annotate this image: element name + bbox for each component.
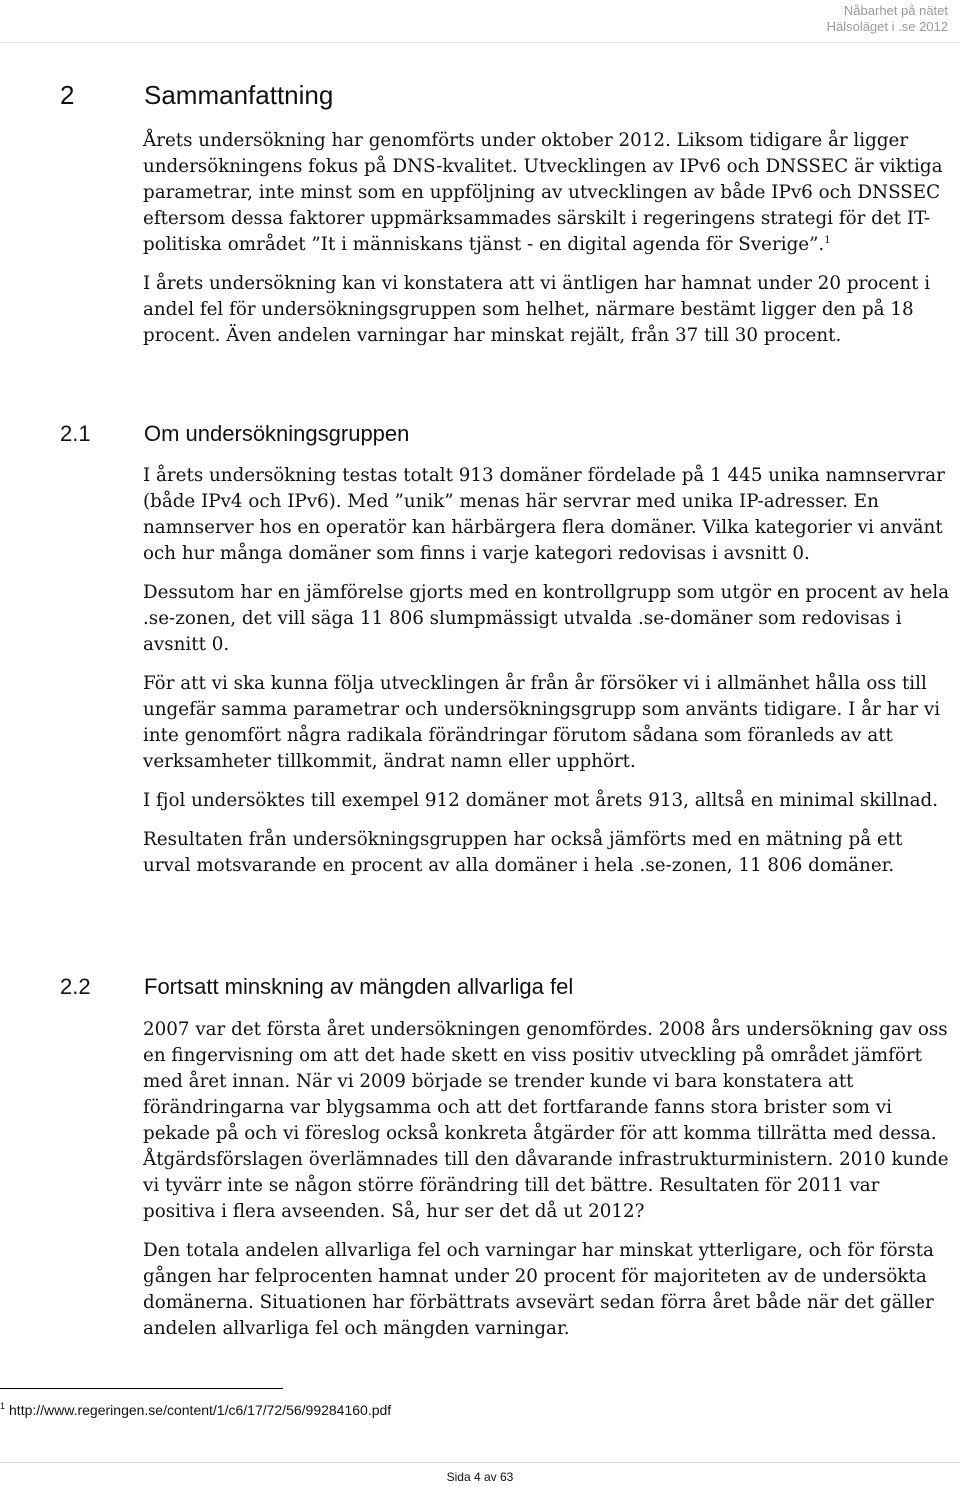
paragraph: Den totala andelen allvarliga fel och varningar har minskat ytterligare, och för första gången har felprocenten hamnat under 20 procent för majoriteten av de undersökta domänerna. Situationen har förbättrats avsevärt sedan förra året både när det gäller andelen allvarliga fel och mängden varningar.	[143, 1240, 934, 1339]
footnote-separator	[0, 1388, 283, 1389]
paragraph: Resultaten från undersökningsgruppen har också jämförts med en mätning på ett urval motsvarande en procent av alla domäner i hela .se-zonen, 11 806 domäner.	[143, 829, 903, 876]
section-number: 2	[60, 80, 75, 110]
section-2-1-body	[143, 463, 955, 892]
paragraph: Årets undersökning har genomförts under oktober 2012. Liksom tidigare år ligger undersökningens fokus på DNS-kvalitet. Utvecklingen av IPv6 och DNSSEC är viktiga parametrar, inte minst som en uppföljning av utvecklingen av både IPv6 och DNSSEC eftersom dessa faktorer uppmärksammades särskilt i regeringens strategi för det IT-politiska området ”It i människans tjänst - en digital agenda för Sverige”.$^1$	[143, 130, 943, 255]
footnote-reference[interactable]: 1	[824, 234, 831, 246]
section-number: 2.1	[60, 421, 91, 446]
section-title: Sammanfattning	[144, 80, 334, 110]
summary-body	[143, 128, 955, 362]
footnote-number: 1	[0, 1401, 6, 1412]
header-report-subtitle: Hälsoläget i .se 2012	[826, 19, 948, 34]
running-header	[827, 3, 948, 35]
paragraph: Dessutom har en jämförelse gjorts med en kontrollgrupp som utgör en procent av hela .se-zonen, det vill säga 11 806 slumpmässigt utvalda .se-domäner som redovisas i avsnitt 0.	[143, 582, 950, 655]
header-report-title: Nåbarhet på nätet	[843, 3, 948, 18]
section-heading-2-2	[60, 974, 573, 1000]
paragraph: I årets undersökning kan vi konstatera att vi äntligen har hamnat under 20 procent i andel fel för undersökningsgruppen som helhet, närmare bestämt ligger den på 18 procent. Även andelen varningar har minskat rejält, från 37 till 30 procent.	[143, 273, 931, 346]
section-2-2-body	[143, 1017, 955, 1355]
section-number: 2.2	[60, 974, 91, 999]
section-heading-2	[60, 80, 333, 111]
paragraph: 2007 var det första året undersökningen genomfördes. 2008 års undersökning gav oss en fingervisning om att det hade skett en viss positiv utveckling på området jämfört med året innan. När vi 2009 började se trender kunde vi bara konstatera att förändringarna var blygsamma och att det fortfarande fanns stora brister som vi pekade på och vi föreslog också konkreta åtgärder för att komma tillrätta med dessa. Åtgärdsförslagen överlämnades till den dåvarande infrastrukturministern. 2010 kunde vi tyvärr inte se någon större förändring till det bättre. Resultaten för 2011 var positiva i flera avseenden. Så, hur ser det då ut 2012?	[143, 1019, 949, 1222]
section-heading-2-1	[60, 421, 409, 447]
paragraph: För att vi ska kunna följa utvecklingen år från år försöker vi i allmänhet hålla oss till ungefär samma parametrar och undersökningsgrupp som använts tidigare. I år har vi inte genomfört några radikala förändringar förutom sådana som föranleds av att verksamheter tillkommit, ändrat namn eller upphört.	[143, 673, 941, 772]
section-title: Fortsatt minskning av mängden allvarliga fel	[144, 974, 574, 999]
paragraph: I fjol undersöktes till exempel 912 domäner mot årets 913, alltså en minimal skillnad.	[143, 790, 939, 811]
footnote	[0, 1402, 391, 1418]
footnote-link[interactable]: http://www.regeringen.se/content/1/c6/17/72/56/99284160.pdf	[9, 1402, 392, 1418]
header-rule	[0, 42, 960, 43]
footer-rule	[0, 1462, 960, 1463]
page-indicator: Sida 4 av 63	[446, 1470, 514, 1484]
section-title: Om undersökningsgruppen	[144, 421, 410, 446]
paragraph: I årets undersökning testas totalt 913 domäner fördelade på 1 445 unika namnservrar (både IPv4 och IPv6). Med ”unik” menas här servrar med unika IP-adresser. En namnserver hos en operatör kan härbärgera flera domäner. Vilka kategorier vi använt och hur många domäner som finns i varje kategori redovisas i avsnitt 0.	[143, 465, 945, 564]
